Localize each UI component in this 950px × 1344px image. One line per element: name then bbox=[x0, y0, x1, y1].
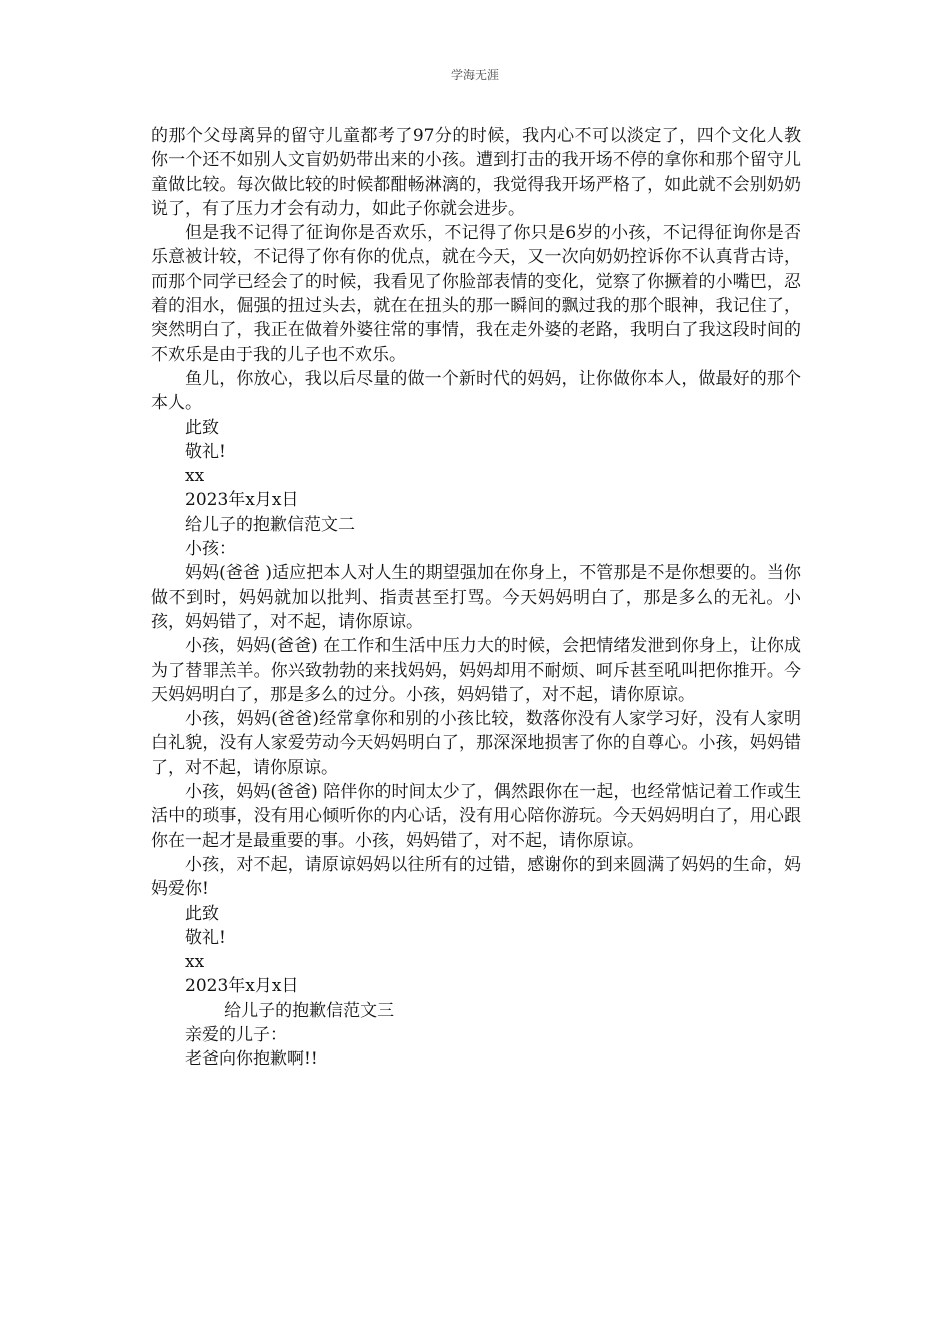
document-body bbox=[151, 124, 801, 1072]
paragraph-6: 小孩，妈妈(爸爸)经常拿你和别的小孩比较，数落你没有人家学习好，没有人家明白礼貌，没有人家爱劳动今天妈妈明白了，那深深地损害了你的自尊心。小孩，妈妈错了，对不起，请你原谅。 bbox=[151, 709, 801, 778]
closing-salutation-1: 此致 bbox=[185, 417, 219, 438]
signature-2: xx bbox=[185, 952, 205, 973]
paragraph-1: 的那个父母离异的留守儿童都考了97分的时候，我内心不可以淡定了，四个文化人教你一个还不如别人文盲奶奶带出来的小孩。遭到打击的我开场不停的拿你和那个留守儿童做比较。每次做比较的时候都酣畅淋漓的，我觉得我开场严格了，如此就不会别奶奶说了，有了压力才会有动力，如此子你就会进步。 bbox=[151, 126, 801, 219]
closing-salutation-2: 此致 bbox=[185, 903, 219, 924]
page-header: 学海无涯 bbox=[450, 68, 499, 82]
closing-regards-1: 敬礼! bbox=[185, 441, 226, 462]
paragraph-8: 小孩，对不起，请原谅妈妈以往所有的过错，感谢你的到来圆满了妈妈的生命，妈妈爱你! bbox=[151, 854, 801, 900]
paragraph-3: 鱼儿，你放心，我以后尽量的做一个新时代的妈妈，让你做你本人，做最好的那个本人。 bbox=[151, 368, 801, 414]
signature-1: xx bbox=[185, 466, 205, 487]
section-title-3: 给儿子的抱歉信范文三 bbox=[224, 1000, 395, 1021]
section-title-2: 给儿子的抱歉信范文二 bbox=[185, 514, 355, 535]
paragraph-4: 妈妈(爸爸 )适应把本人对人生的期望强加在你身上，不管那是不是你想要的。当你做不到时，妈妈就加以批判、指责甚至打骂。今天妈妈明白了，那是多么的无礼。小孩，妈妈错了，对不起，请你原谅。 bbox=[151, 563, 801, 632]
paragraph-5: 小孩，妈妈(爸爸) 在工作和生活中压力大的时候，会把情绪发泄到你身上，让你成为了替罪羔羊。你兴致勃勃的来找妈妈，妈妈却用不耐烦、呵斥甚至吼叫把你推开。今天妈妈明白了，那是多么的过分。小孩，妈妈错了，对不起，请你原谅。 bbox=[151, 636, 801, 705]
date-1: 2023年x月x日 bbox=[185, 490, 299, 511]
paragraph-9: 老爸向你抱歉啊!! bbox=[185, 1049, 318, 1070]
date-2: 2023年x月x日 bbox=[185, 976, 299, 997]
paragraph-7: 小孩，妈妈(爸爸) 陪伴你的时间太少了，偶然跟你在一起，也经常惦记着工作或生活中的琐事，没有用心倾听你的内心话，没有用心陪你游玩。今天妈妈明白了，用心跟你在一起才是最重要的事。小孩，妈妈错了，对不起，请你原谅。 bbox=[151, 782, 801, 851]
greeting-3: 亲爱的儿子： bbox=[185, 1024, 287, 1045]
paragraph-2: 但是我不记得了征询你是否欢乐，不记得了你只是6岁的小孩，不记得征询你是否乐意被计较，不记得了你有你的优点，就在今天，又一次向奶奶控诉你不认真背古诗，而那个同学已经会了的时候，我看见了你脸部表情的变化，觉察了你撅着的小嘴巴，忍着的泪水，倔强的扭过头去，就在在扭头的那一瞬间的飘过我的那个眼神，我记住了，突然明白了，我正在做着外婆往常的事情，我在走外婆的老路，我明白了我这段时间的不欢乐是由于我的儿子也不欢乐。 bbox=[151, 223, 801, 365]
greeting-2: 小孩： bbox=[185, 539, 236, 560]
closing-regards-2: 敬礼! bbox=[185, 927, 226, 948]
